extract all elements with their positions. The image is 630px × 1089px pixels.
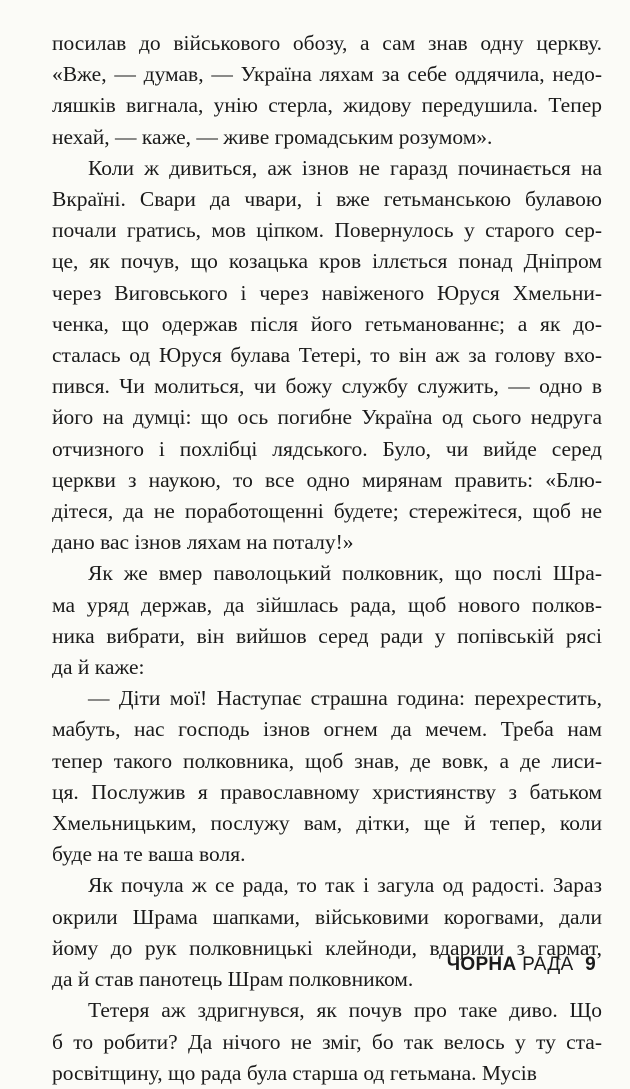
text-line: Як же вмер паволоцький полковник, що послі Шра- — [88, 561, 602, 586]
text-line: пився. Чи молиться, чи божу службу служить, — одно в — [52, 374, 602, 399]
text-line: мабуть, нас господь ізнов огнем да мечем. Треба нам — [52, 717, 602, 742]
footer-title-light: РАДА — [522, 954, 574, 975]
text-line: отчизного і похлібці лядського. Було, чи вийде серед — [52, 436, 602, 461]
paragraph — [52, 558, 602, 683]
text-line: Хмельницьким, послужу вам, дітки, ще й тепер, коли — [52, 811, 602, 836]
text-line: це, як почув, що козацька кров іллється понад Дніпром — [52, 249, 602, 274]
text-line: ченка, що одержав після його гетьманованнє; а як до- — [52, 311, 602, 336]
footer-title-bold: ЧОРНА — [446, 954, 517, 975]
page-number: 9 — [585, 954, 596, 975]
text-line: ника вибрати, він вийшов серед ради у попівській рясі — [52, 623, 602, 648]
page-body — [52, 28, 602, 1089]
text-line: тепер такого полковника, щоб знав, де вовк, а де лиси- — [52, 748, 602, 773]
text-line: сталась од Юруся булава Тетері, то він аж за голову вхо- — [52, 343, 602, 368]
text-line: Тетеря аж здригнувся, як почув про таке диво. Що — [88, 998, 602, 1023]
paragraph — [52, 28, 602, 153]
text-line: церкви з наукою, то все одно мирянам править: «Блю- — [52, 467, 602, 492]
paragraph — [52, 153, 602, 559]
paragraph — [52, 870, 602, 995]
text-line: дітеся, да не поработощенні будете; стережітеся, щоб не — [52, 499, 602, 524]
text-line: посилав до військового обозу, а сам знав одну церкву. — [52, 31, 602, 55]
text-line: ма уряд держав, да зійшлась рада, щоб нового полков- — [52, 592, 602, 617]
text-line: його на думці: що ось погибне Україна од сього недруга — [52, 405, 602, 430]
text-line: «Вже, — думав, — Україна ляхам за себе оддячила, недо- — [52, 62, 602, 87]
text-line: окрили Шрама шапками, військовими корогвами, дали — [52, 904, 602, 929]
text-line: ляшків вигнала, унію стерла, жидову передушила. Тепер — [52, 93, 602, 118]
text-line: ця. Послужив я православному християнству з батьком — [52, 779, 602, 804]
text-line: через Виговського і через навіженого Юруся Хмельни- — [52, 280, 602, 305]
paragraph — [52, 995, 602, 1089]
text-line: Як почула ж се рада, то так і загула од радості. Зараз — [88, 873, 602, 898]
text-line: йому до рук полковницькі клейноди, вдарили з гармат, — [52, 935, 602, 960]
text-line: дано вас ізнов ляхам на поталу!» — [52, 530, 354, 555]
text-line: росвітщину, що рада була старша од гетьмана. Мусів — [52, 1060, 537, 1085]
text-line: да й каже: — [52, 655, 145, 680]
paragraph — [52, 683, 602, 870]
text-line: буде на те ваша воля. — [52, 842, 246, 867]
running-footer — [447, 954, 596, 976]
text-line: да й став панотець Шрам полковником. — [52, 967, 414, 992]
text-line: Коли ж дивиться, аж ізнов не гаразд починається на — [88, 155, 602, 180]
text-line: нехай, — каже, — живе громадським розумом». — [52, 124, 493, 149]
text-line: — Діти мої! Наступає страшна година: перехрестить, — [88, 686, 602, 711]
text-line: Вкраїні. Свари да чвари, і вже гетьманською булавою — [52, 187, 602, 212]
text-line: почали гратись, мов ціпком. Повернулось у старого сер- — [52, 218, 602, 243]
text-line: б то робити? Да нічого не зміг, бо так велось у ту ста- — [52, 1029, 602, 1054]
